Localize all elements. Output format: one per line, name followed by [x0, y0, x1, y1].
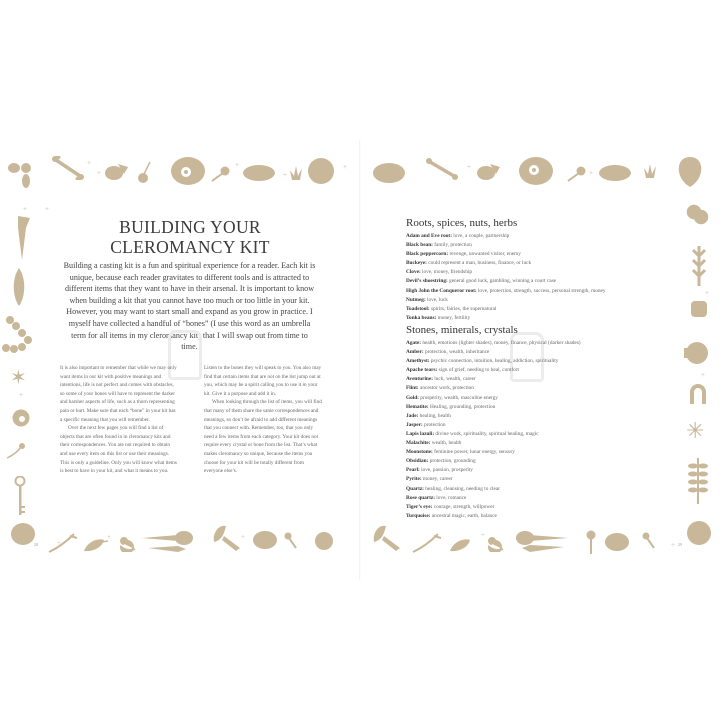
list-item — [406, 268, 666, 277]
list-item — [406, 241, 666, 250]
item-meaning: healing, health — [418, 412, 451, 419]
item-term: Flint: — [406, 385, 419, 392]
pin-icon — [586, 530, 596, 554]
oyster-icon — [10, 522, 36, 546]
beans-icon — [6, 160, 32, 188]
list-item — [406, 259, 666, 268]
bone-icon — [52, 156, 84, 180]
paragraph: Listen to the bones they will speak to you. You also may find that certain items that are not on the list jump out at you, which may be a spirit calling you to use it in your kit. Give it a purpose and add it in. — [204, 365, 322, 397]
grass-icon — [290, 164, 304, 180]
root-icon — [6, 442, 26, 460]
feather-leaf-icon — [12, 268, 26, 306]
root-icon — [284, 532, 298, 550]
item-meaning: love, money, friendship — [420, 269, 473, 276]
item-term: Jade: — [406, 412, 419, 419]
sparkle-icon: + — [283, 171, 287, 179]
list-item — [406, 512, 666, 521]
item-term: Devil’s shoestring: — [406, 278, 448, 285]
ammonite-shell-icon — [518, 156, 554, 186]
item-meaning: ancestor work, protection — [418, 385, 474, 392]
sea-urchin-icon — [306, 156, 336, 186]
list-item — [406, 287, 666, 296]
twig-icon — [48, 532, 78, 554]
dice-icon — [690, 300, 708, 318]
item-meaning: feminine power, lunar energy, sensory — [432, 449, 515, 456]
item-term: Clove: — [406, 269, 421, 276]
item-term: Amber: — [406, 349, 424, 356]
item-meaning: family, protection — [432, 242, 472, 249]
item-term: Agate: — [406, 340, 422, 346]
list-item — [406, 305, 666, 314]
item-term: Tonka beans: — [406, 314, 437, 321]
list-item — [406, 457, 666, 466]
sparkle-icon: + — [481, 531, 485, 539]
list-item — [406, 403, 666, 412]
wheat-icon — [692, 242, 706, 286]
item-meaning: money, career — [421, 476, 453, 483]
item-term: Hematite: — [406, 403, 429, 410]
list-item — [406, 277, 666, 286]
section-heading-roots: Roots, spices, nuts, herbs — [406, 217, 518, 229]
paragraph: When looking through the list of items, you will find that many of them share the same correspondences and meanings, so don’t be afraid to add different meanings that you connect with. Remember, too, that you only need a few items from each category. Your kit does not require every crystal or bone from the list. That’s what makes cleromancy so unique, because the items you choose for your kit will be totally different from everyone else’s. — [204, 399, 322, 475]
item-term: Pyrite: — [406, 476, 422, 483]
sparkle-icon: + — [241, 533, 245, 541]
root-icon — [642, 532, 656, 550]
item-meaning: wealth, health — [430, 440, 462, 447]
oyster-icon — [598, 164, 632, 182]
list-item — [406, 503, 666, 512]
item-meaning: Healing, grounding, protection — [428, 403, 496, 410]
list-item — [406, 439, 666, 448]
list-item — [406, 494, 666, 503]
book-spread — [0, 140, 720, 580]
item-term: Adam and Eve root: — [406, 233, 452, 239]
bone-icon — [426, 158, 458, 180]
title-line-2: CLEROMANCY KIT — [110, 237, 270, 257]
title-line-1: BUILDING YOUR — [119, 217, 261, 237]
clove-icon — [566, 166, 586, 182]
clam-shell-icon — [676, 156, 704, 188]
item-term: Black bean: — [406, 242, 433, 249]
item-meaning: revenge, unwanted visitor, enemy — [448, 251, 521, 258]
list-item — [406, 314, 666, 323]
item-term: Obsidian: — [406, 458, 429, 465]
item-meaning: could represent a man, business, finance, or luck — [426, 260, 532, 267]
list-item — [406, 366, 666, 375]
item-term: Jasper: — [406, 421, 423, 428]
page-title — [95, 217, 285, 257]
item-term: Turquoise: — [406, 512, 431, 519]
list-item — [406, 339, 666, 348]
list-item — [406, 375, 666, 384]
sparkle-icon: + — [671, 541, 675, 549]
twig-icon — [412, 532, 442, 554]
oyster-icon — [372, 162, 406, 184]
rings-icon — [686, 204, 710, 226]
roots-list — [406, 232, 666, 323]
item-meaning: love, protection, strength, success, personal strength, money — [476, 287, 606, 294]
snail-shell-icon — [12, 408, 30, 428]
acorn-icon — [104, 162, 128, 182]
item-meaning: money, fertility — [436, 314, 471, 321]
list-item — [406, 412, 666, 421]
spiral-icon — [114, 534, 136, 552]
horseshoe-icon — [690, 384, 706, 404]
item-meaning: love, a couple, partnership — [451, 233, 510, 239]
ammonite-shell-icon — [170, 156, 206, 186]
item-meaning: prosperity, wealth, masculine energy — [418, 394, 498, 401]
clove-icon — [138, 160, 152, 184]
paragraph: It is also important to remember that while we may only want items in our kit with positive meanings and intentions, life is not perfect and comes with obstacles, so some of your bones will have to represent the darker and harsher aspects of life, such as a thorn representing pain or hurt. Make sure that each “bone” in your kit has a specific meaning that you will remember. — [60, 365, 177, 423]
list-item — [406, 430, 666, 439]
item-meaning: health, emotions (lighter shades), money, finance, physical (darker shades) — [421, 340, 581, 346]
item-term: High John the Conqueror root: — [406, 287, 477, 294]
item-term: Nutmeg: — [406, 296, 426, 303]
item-meaning: general good luck, gambling, winning a court case — [447, 278, 556, 285]
clove-icon — [210, 166, 230, 182]
grass-icon — [644, 162, 658, 178]
list-item — [406, 485, 666, 494]
item-term: Buckeye: — [406, 260, 427, 267]
mushroom-icon — [372, 524, 402, 552]
sparkle-icon: + — [701, 371, 705, 379]
sparkle-icon: + — [23, 205, 27, 213]
item-term: Moonstone: — [406, 449, 433, 456]
item-term: Aventurine: — [406, 376, 433, 383]
list-item — [406, 357, 666, 366]
item-meaning: love, passion, prosperity — [419, 467, 473, 474]
stones-list — [406, 339, 666, 521]
item-meaning: psychic connection, intuition, healing, addiction, spirituality — [429, 358, 559, 365]
item-meaning: luck, wealth, career — [432, 376, 476, 383]
sparkle-icon: + — [235, 161, 239, 169]
list-item — [406, 348, 666, 357]
sparkle-icon: + — [107, 533, 111, 541]
list-item — [406, 394, 666, 403]
list-item — [406, 296, 666, 305]
page-number: 28 — [34, 542, 38, 547]
acorn-icon — [476, 162, 500, 182]
bird-skull-icon — [142, 530, 194, 556]
item-meaning: divine work, spirituality, spiritual healing, magic — [434, 430, 539, 437]
item-term: Rose quartz: — [406, 494, 435, 501]
list-item — [406, 384, 666, 393]
list-item — [406, 421, 666, 430]
item-meaning: sign of grief, needing to heal, comfort — [437, 367, 519, 374]
walnut-icon — [252, 530, 278, 550]
item-meaning: courage, strength, willpower — [432, 503, 495, 510]
walnut-icon — [604, 532, 630, 552]
list-item — [406, 448, 666, 457]
leaf-icon — [450, 538, 474, 552]
sparkle-icon: + — [705, 289, 709, 297]
sparkle-icon: + — [87, 159, 91, 167]
section-heading-stones: Stones, minerals, crystals — [406, 324, 518, 336]
fern-icon — [688, 456, 708, 504]
chain-icon — [0, 316, 34, 354]
sparkle-icon: + — [45, 205, 49, 213]
item-term: Pearl: — [406, 467, 420, 474]
star-icon: ✳ — [686, 418, 705, 443]
item-term: Malachite: — [406, 440, 431, 447]
key-icon — [14, 476, 26, 516]
sparkle-icon: + — [97, 169, 101, 177]
sea-urchin-icon — [314, 530, 334, 552]
sparkle-icon: + — [467, 163, 471, 171]
page-number: 29 — [678, 542, 682, 547]
item-term: Black peppercorn: — [406, 251, 449, 258]
mushroom-icon — [212, 524, 242, 552]
item-meaning: protection, wealth, inheritance — [423, 349, 490, 356]
item-meaning: healing, cleansing, needing to clear — [423, 485, 500, 492]
body-column-2 — [204, 364, 322, 476]
item-term: Toadstool: — [406, 305, 430, 312]
star-icon: ✶ — [10, 367, 27, 389]
sparkle-icon: + — [589, 169, 593, 177]
item-meaning: love, romance — [434, 494, 467, 501]
list-item — [406, 250, 666, 259]
item-meaning: love, luck — [425, 296, 448, 303]
item-meaning: ancestral magic, earth, balance — [430, 512, 497, 519]
item-term: Lapis lazuli: — [406, 430, 435, 437]
list-item — [406, 466, 666, 475]
intro-paragraph: Building a casting kit is a fun and spiritual experience for a reader. Each kit is unique, because each reader gravitates to different tools and is attracted to different items that they want to have in their arsenal. It is important to know when building a kit that you cannot have too much or too little in your kit. However, you may want to start small and expand as you grow in practice. I myself have collected a handful of “bones” (I use this word as an umbrella term for all items in my cleromancy kit) that I will swap out from time to time. — [63, 261, 316, 352]
item-meaning: spirits, fairies, the supernatural — [429, 305, 497, 312]
item-term: Tiger’s eye: — [406, 503, 433, 510]
sparkle-icon: + — [19, 391, 23, 399]
item-term: Gold: — [406, 394, 419, 401]
item-term: Quartz: — [406, 485, 424, 492]
item-term: Amethyst: — [406, 358, 430, 365]
item-meaning: protection — [422, 421, 446, 428]
leaf-icon — [84, 538, 108, 552]
list-item — [406, 475, 666, 484]
sparkle-icon: + — [343, 163, 347, 171]
bird-skull-icon — [516, 530, 568, 556]
sparkle-icon: + — [57, 539, 61, 547]
body-column-1 — [60, 364, 178, 476]
paragraph: Over the next few pages you will find a list of objects that are often found in in cleromancy kits and their correspondences. You are not required to obtain and use every item on this list or use their meanings. This is only a guideline. Only you will know what items is best to have in your kit, and what it means to you. — [60, 425, 177, 475]
item-meaning: protection, grounding — [428, 458, 476, 465]
crayfish-icon — [10, 214, 36, 262]
oyster-icon — [242, 164, 276, 182]
item-term: Apache tears: — [406, 367, 438, 374]
left-page — [0, 140, 360, 580]
sea-urchin-icon — [686, 520, 712, 546]
list-item — [406, 232, 666, 241]
scallop-shell-icon — [684, 340, 708, 366]
